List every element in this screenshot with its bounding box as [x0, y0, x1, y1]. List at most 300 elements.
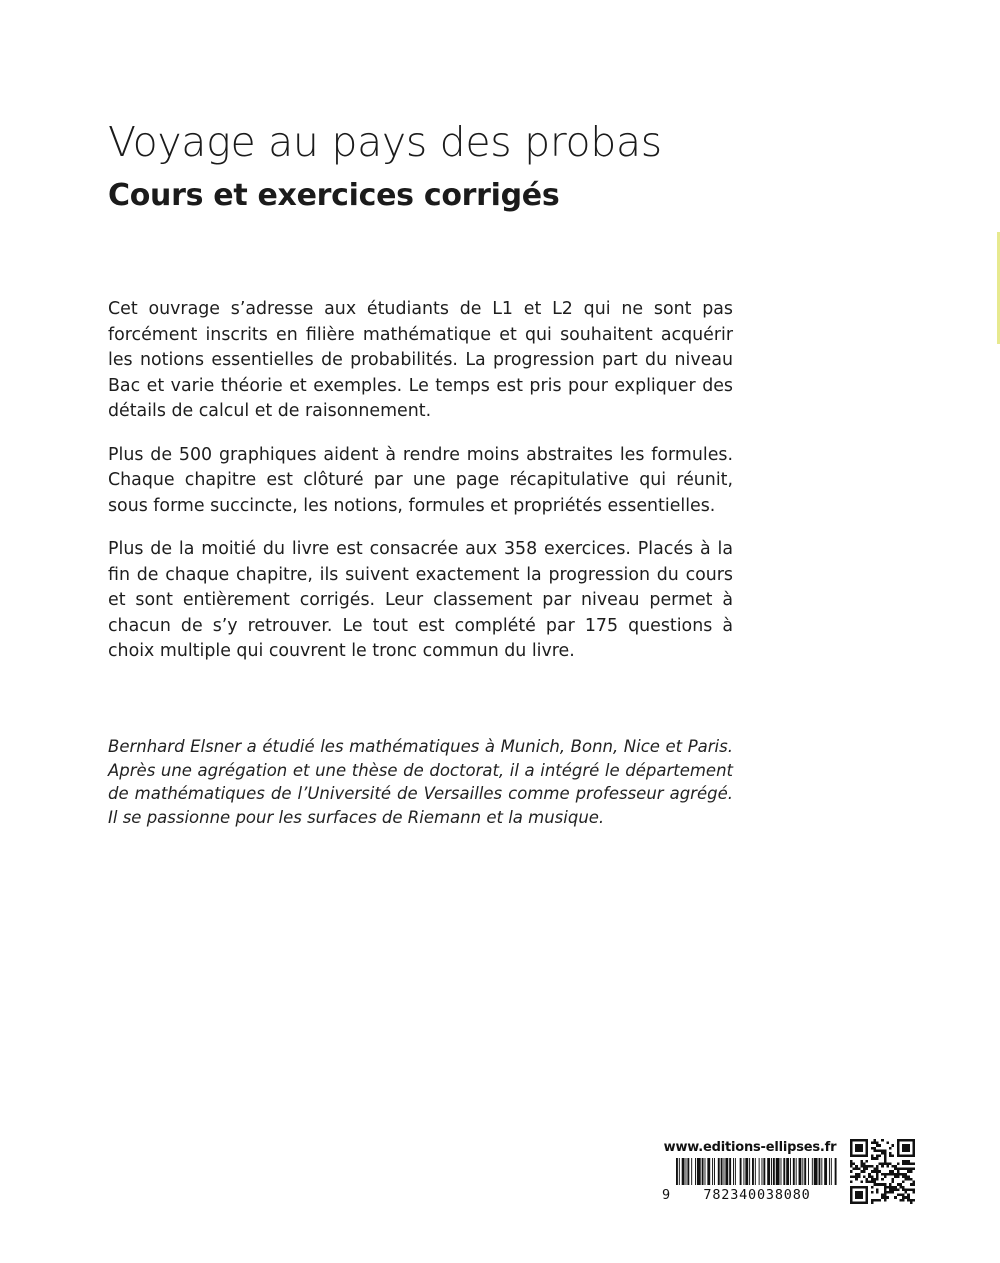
qr-module [876, 1188, 879, 1191]
qr-module [858, 1201, 861, 1204]
qr-module [876, 1149, 879, 1152]
qr-module [866, 1168, 869, 1171]
qr-module [860, 1170, 863, 1173]
qr-module [912, 1142, 915, 1145]
qr-module [855, 1155, 858, 1158]
qr-module [912, 1149, 915, 1152]
qr-module [892, 1165, 895, 1168]
qr-module [886, 1196, 889, 1199]
qr-module [871, 1170, 874, 1173]
qr-module [907, 1162, 910, 1165]
qr-module [902, 1144, 905, 1147]
qr-module [884, 1152, 887, 1155]
barcode-block [662, 1139, 838, 1206]
qr-module [853, 1175, 856, 1178]
qr-module [871, 1142, 874, 1145]
qr-module [850, 1175, 853, 1178]
qr-module [905, 1178, 908, 1181]
qr-module [863, 1162, 866, 1165]
qr-module [858, 1175, 861, 1178]
qr-module [853, 1201, 856, 1204]
qr-module [902, 1196, 905, 1199]
qr-module [897, 1139, 900, 1142]
qr-module [850, 1199, 853, 1202]
qr-module [871, 1199, 874, 1202]
qr-module [881, 1178, 884, 1181]
qr-module [905, 1191, 908, 1194]
qr-module [894, 1173, 897, 1176]
qr-module [850, 1194, 853, 1197]
qr-module [866, 1142, 869, 1145]
qr-module [897, 1188, 900, 1191]
qr-module [850, 1181, 853, 1184]
qr-module [886, 1142, 889, 1145]
qr-module [866, 1155, 869, 1158]
qr-module [871, 1155, 874, 1158]
qr-module [884, 1160, 887, 1163]
qr-module [897, 1144, 900, 1147]
qr-module [860, 1144, 863, 1147]
qr-module [889, 1170, 892, 1173]
qr-module [892, 1155, 895, 1158]
qr-module [850, 1188, 853, 1191]
qr-module [866, 1139, 869, 1142]
qr-module [850, 1147, 853, 1150]
qr-module [850, 1139, 853, 1142]
qr-module [899, 1194, 902, 1197]
qr-module [902, 1149, 905, 1152]
qr-module [850, 1142, 853, 1145]
qr-module [879, 1199, 882, 1202]
qr-module [902, 1194, 905, 1197]
qr-module [866, 1165, 869, 1168]
qr-module [889, 1188, 892, 1191]
qr-module [866, 1201, 869, 1204]
qr-module [889, 1147, 892, 1150]
qr-module [850, 1155, 853, 1158]
qr-module [899, 1139, 902, 1142]
qr-module [902, 1199, 905, 1202]
qr-module [910, 1162, 913, 1165]
qr-module [897, 1149, 900, 1152]
qr-module [853, 1162, 856, 1165]
qr-module [889, 1155, 892, 1158]
qr-module [884, 1173, 887, 1176]
qr-module [850, 1160, 853, 1163]
qr-module [905, 1196, 908, 1199]
qr-module [866, 1199, 869, 1202]
qr-module [902, 1175, 905, 1178]
qr-module [889, 1173, 892, 1176]
qr-module [873, 1139, 876, 1142]
qr-module [876, 1155, 879, 1158]
qr-module [860, 1147, 863, 1150]
qr-module [873, 1178, 876, 1181]
qr-module [855, 1139, 858, 1142]
qr-module [866, 1144, 869, 1147]
qr-module [860, 1191, 863, 1194]
qr-module [863, 1170, 866, 1173]
qr-module [866, 1149, 869, 1152]
qr-module [873, 1170, 876, 1173]
qr-module [910, 1188, 913, 1191]
description-paragraph-2: Plus de 500 graphiques aident à rendre moins abstraites les formules. Chaque chapitre est clôturé par une page récapitulative qui réunit, sous forme succincte, les notions, formules et propriétés essentielles. [108, 444, 733, 516]
qr-module [907, 1149, 910, 1152]
qr-module [860, 1186, 863, 1189]
qr-module [910, 1170, 913, 1173]
qr-module [860, 1165, 863, 1168]
qr-module [871, 1178, 874, 1181]
qr-module [905, 1173, 908, 1176]
qr-module [850, 1152, 853, 1155]
qr-module [873, 1157, 876, 1160]
qr-module [860, 1201, 863, 1204]
book-subtitle: Cours et exercices corrigés [108, 178, 560, 213]
qr-module [912, 1183, 915, 1186]
qr-module [902, 1181, 905, 1184]
qr-module [850, 1186, 853, 1189]
qr-module [855, 1175, 858, 1178]
qr-module [899, 1183, 902, 1186]
qr-module [850, 1191, 853, 1194]
qr-module [863, 1175, 866, 1178]
qr-module [860, 1194, 863, 1197]
qr-module [860, 1139, 863, 1142]
qr-module [855, 1173, 858, 1176]
qr-module [858, 1168, 861, 1171]
author-bio: Bernhard Elsner a étudié les mathématiques à Munich, Bonn, Nice et Paris. Après une agrégation et une thèse de doctorat, il a intégré le département de mathématiques de l’Université de Versailles comme professeur agrégé. Il se passionne pour les surfaces de Riemann et la musique. [108, 737, 733, 827]
qr-module [907, 1178, 910, 1181]
qr-module [912, 1152, 915, 1155]
qr-module [881, 1152, 884, 1155]
qr-module [850, 1149, 853, 1152]
qr-module [902, 1139, 905, 1142]
qr-module [889, 1183, 892, 1186]
qr-module [876, 1191, 879, 1194]
description [108, 297, 733, 683]
qr-module [905, 1168, 908, 1171]
qr-module [892, 1178, 895, 1181]
qr-module [876, 1178, 879, 1181]
qr-module [876, 1157, 879, 1160]
qr-module [902, 1173, 905, 1176]
qr-module [855, 1186, 858, 1189]
qr-module [889, 1191, 892, 1194]
qr-module [863, 1139, 866, 1142]
qr-module [866, 1178, 869, 1181]
qr-module [879, 1144, 882, 1147]
isbn-number [662, 1185, 838, 1205]
qr-module [884, 1188, 887, 1191]
qr-module [912, 1191, 915, 1194]
qr-module [881, 1183, 884, 1186]
qr-module [873, 1199, 876, 1202]
qr-module [850, 1165, 853, 1168]
qr-module [892, 1144, 895, 1147]
qr-module [876, 1183, 879, 1186]
qr-module [892, 1191, 895, 1194]
qr-module [894, 1196, 897, 1199]
qr-module [866, 1191, 869, 1194]
qr-module [858, 1147, 861, 1150]
qr-module [892, 1188, 895, 1191]
qr-module [866, 1147, 869, 1150]
qr-module [884, 1157, 887, 1160]
qr-module [881, 1173, 884, 1176]
qr-module [858, 1155, 861, 1158]
qr-module [868, 1165, 871, 1168]
qr-module [907, 1199, 910, 1202]
qr-module [860, 1149, 863, 1152]
qr-module [860, 1181, 863, 1184]
qr-module [881, 1162, 884, 1165]
qr-module [873, 1183, 876, 1186]
qr-module [897, 1183, 900, 1186]
qr-module [871, 1191, 874, 1194]
qr-module [850, 1162, 853, 1165]
qr-module [881, 1196, 884, 1199]
qr-module [868, 1173, 871, 1176]
qr-module [873, 1149, 876, 1152]
qr-module [899, 1186, 902, 1189]
qr-module [876, 1173, 879, 1176]
qr-module [881, 1149, 884, 1152]
qr-module [858, 1144, 861, 1147]
qr-module [876, 1168, 879, 1171]
qr-module [879, 1183, 882, 1186]
qr-module [907, 1144, 910, 1147]
qr-module [912, 1181, 915, 1184]
qr-module [858, 1139, 861, 1142]
qr-module [866, 1188, 869, 1191]
qr-module [907, 1188, 910, 1191]
qr-module [873, 1168, 876, 1171]
qr-module [876, 1199, 879, 1202]
qr-module [905, 1160, 908, 1163]
qr-module [858, 1196, 861, 1199]
qr-module [863, 1155, 866, 1158]
qr-module [855, 1201, 858, 1204]
qr-module [899, 1199, 902, 1202]
qr-module [886, 1165, 889, 1168]
qr-module [876, 1144, 879, 1147]
qr-module [886, 1186, 889, 1189]
qr-module [907, 1196, 910, 1199]
qr-module [889, 1162, 892, 1165]
qr-module [873, 1142, 876, 1145]
qr-module [858, 1194, 861, 1197]
qr-module [866, 1196, 869, 1199]
qr-module [855, 1178, 858, 1181]
qr-module [871, 1201, 874, 1204]
qr-module [899, 1155, 902, 1158]
qr-module [866, 1181, 869, 1184]
qr-module [897, 1155, 900, 1158]
qr-module [910, 1201, 913, 1204]
qr-module [863, 1186, 866, 1189]
qr-module [907, 1160, 910, 1163]
qr-module [871, 1165, 874, 1168]
description-paragraph-3: Plus de la moitié du livre est consacrée aux 358 exercices. Placés à la fin de chaque chapitre, ils suivent exactement la progression du cours et sont entièrement corrigés. Leur classement par niveau permet à chacun de s’y retrouver. Le tout est complété par 175 questions à choix multiple qui couvrent le tronc commun du livre. [108, 539, 733, 661]
qr-module [894, 1186, 897, 1189]
qr-module [881, 1165, 884, 1168]
qr-module [879, 1170, 882, 1173]
qr-module [879, 1162, 882, 1165]
qr-module [866, 1194, 869, 1197]
qr-module [871, 1186, 874, 1189]
qr-module [853, 1155, 856, 1158]
qr-module [907, 1175, 910, 1178]
qr-module [902, 1160, 905, 1163]
qr-module [884, 1175, 887, 1178]
qr-module [863, 1201, 866, 1204]
qr-module [871, 1181, 874, 1184]
qr-module [866, 1160, 869, 1163]
qr-module [912, 1162, 915, 1165]
qr-module [873, 1147, 876, 1150]
qr-module [879, 1155, 882, 1158]
qr-module [884, 1162, 887, 1165]
qr-module [907, 1147, 910, 1150]
qr-module [853, 1139, 856, 1142]
qr-module [910, 1139, 913, 1142]
qr-module [871, 1157, 874, 1160]
isbn-digits: 782340038080 [676, 1185, 838, 1205]
qr-module [905, 1175, 908, 1178]
qr-module [907, 1194, 910, 1197]
qr-module [907, 1168, 910, 1171]
qr-module [860, 1160, 863, 1163]
qr-module [910, 1183, 913, 1186]
qr-module [855, 1147, 858, 1150]
qr-module [850, 1201, 853, 1204]
qr-module [860, 1155, 863, 1158]
qr-module [894, 1175, 897, 1178]
publisher-website: www.editions-ellipses.fr [663, 1140, 837, 1155]
qr-module [881, 1139, 884, 1142]
qr-module [881, 1194, 884, 1197]
qr-module [884, 1191, 887, 1194]
qr-module [858, 1149, 861, 1152]
qr-module [860, 1196, 863, 1199]
qr-module [855, 1191, 858, 1194]
isbn-first-digit: 9 [662, 1187, 671, 1203]
qr-module [853, 1186, 856, 1189]
qr-module [868, 1175, 871, 1178]
qr-module [912, 1139, 915, 1142]
qr-module [850, 1196, 853, 1199]
qr-module [897, 1152, 900, 1155]
qr-module [905, 1155, 908, 1158]
qr-module [855, 1196, 858, 1199]
qr-module [892, 1181, 895, 1184]
qr-module [897, 1170, 900, 1173]
qr-module [868, 1181, 871, 1184]
qr-module [897, 1175, 900, 1178]
qr-module [912, 1147, 915, 1150]
qr-module [879, 1149, 882, 1152]
qr-module [884, 1199, 887, 1202]
qr-module [897, 1168, 900, 1171]
qr-module [886, 1191, 889, 1194]
qr-module [892, 1173, 895, 1176]
qr-module [886, 1173, 889, 1176]
qr-module [876, 1170, 879, 1173]
qr-module [873, 1181, 876, 1184]
qr-module [905, 1147, 908, 1150]
qr-module [858, 1191, 861, 1194]
qr-module [866, 1152, 869, 1155]
qr-module [912, 1144, 915, 1147]
qr-module [894, 1188, 897, 1191]
qr-module [912, 1168, 915, 1171]
qr-module [902, 1188, 905, 1191]
qr-module [912, 1188, 915, 1191]
qr-module [907, 1139, 910, 1142]
qr-module [902, 1168, 905, 1171]
qr-module [855, 1165, 858, 1168]
qr-module [912, 1199, 915, 1202]
qr-module [905, 1149, 908, 1152]
qr-module [889, 1186, 892, 1189]
qr-module [892, 1186, 895, 1189]
qr-module [897, 1194, 900, 1197]
qr-module [855, 1194, 858, 1197]
qr-module [858, 1173, 861, 1176]
qr-module [884, 1196, 887, 1199]
qr-module [876, 1165, 879, 1168]
qr-module [897, 1173, 900, 1176]
qr-module [850, 1144, 853, 1147]
qr-module [889, 1152, 892, 1155]
qr-module [855, 1149, 858, 1152]
qr-module [905, 1162, 908, 1165]
qr-module [863, 1168, 866, 1171]
qr-module [866, 1186, 869, 1189]
qr-module [884, 1183, 887, 1186]
qr-module [884, 1155, 887, 1158]
qr-module [853, 1168, 856, 1171]
qr-module [902, 1162, 905, 1165]
qr-module [899, 1168, 902, 1171]
qr-module [912, 1155, 915, 1158]
qr-module [910, 1178, 913, 1181]
book-title: Voyage au pays des probas [108, 118, 662, 166]
qr-module [892, 1170, 895, 1173]
qr-module [884, 1149, 887, 1152]
qr-module [884, 1186, 887, 1189]
qr-module [910, 1168, 913, 1171]
qr-module [886, 1162, 889, 1165]
qr-module [850, 1170, 853, 1173]
qr-module [876, 1142, 879, 1145]
qr-module [905, 1144, 908, 1147]
qr-module [910, 1199, 913, 1202]
qr-module [897, 1147, 900, 1150]
qr-module [894, 1165, 897, 1168]
qr-module [899, 1173, 902, 1176]
description-paragraph-1: Cet ouvrage s’adresse aux étudiants de L1 et L2 qui ne sont pas forcément inscrits en filière mathématique et qui souhaitent acquérir les notions essentielles de probabilités. La progression part du niveau Bac et varie théorie et exemples. Le temps est pris pour expliquer des détails de calcul et de raisonnement. [108, 299, 733, 421]
qr-module [858, 1186, 861, 1189]
qr-module [884, 1194, 887, 1197]
qr-module [897, 1162, 900, 1165]
qr-module [902, 1186, 905, 1189]
qr-module [907, 1170, 910, 1173]
qr-module [902, 1147, 905, 1150]
qr-module [905, 1188, 908, 1191]
qr-module [897, 1142, 900, 1145]
qr-module [905, 1139, 908, 1142]
